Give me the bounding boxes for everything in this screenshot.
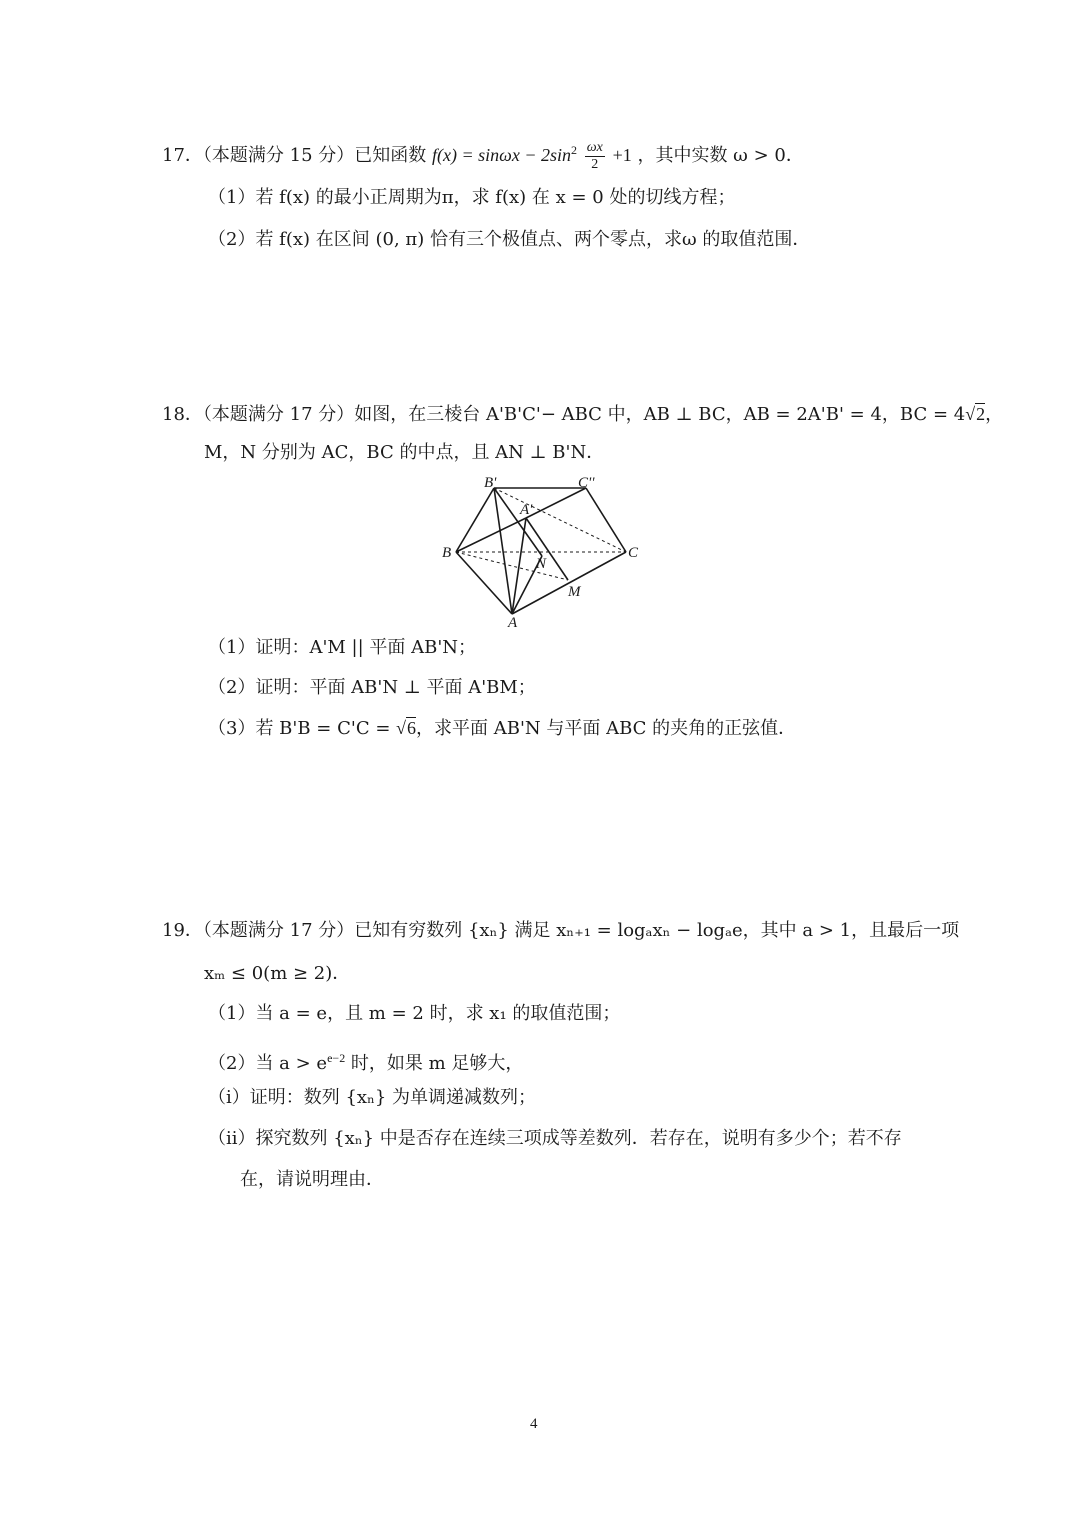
problem-19-line1: 19．（本题满分 17 分）已知有穷数列 {xₙ} 满足 xₙ₊₁ = logₐxₙ − logₐe，其中 a > 1，且最后一项 xyxy=(162,920,960,941)
label-a: A xyxy=(508,615,518,630)
problem-18-q3-part-b: ，求平面 AB'N 与平面 ABC 的夹角的正弦值． xyxy=(416,718,797,739)
problem-17-q2: （2）若 f(x) 在区间 (0, π) 恰有三个极值点、两个零点，求ω 的取值范围． xyxy=(208,229,811,250)
problem-18-sqrt-sign: √ xyxy=(965,404,976,424)
problem-18-q3-sqrt-value: 6 xyxy=(407,718,417,738)
problem-17-fraction xyxy=(585,140,605,173)
label-cprime: C'' xyxy=(578,475,595,491)
frustum-figure xyxy=(430,472,650,630)
problem-19-qii: （ii）探究数列 {xₙ} 中是否存在连续三项成等差数列．若存在，说明有多少个；若不存 xyxy=(208,1128,902,1149)
label-m: M xyxy=(568,584,581,600)
problem-17-sin-power: 2 xyxy=(570,143,577,157)
problem-18-q3-sqrt-sign: √ xyxy=(396,718,407,738)
problem-19-q2-exponent: e−2 xyxy=(327,1051,346,1065)
problem-18-sqrt-value: 2 xyxy=(976,404,986,424)
problem-17-q1: （1）若 f(x) 的最小正周期为π，求 f(x) 在 x = 0 处的切线方程； xyxy=(208,187,736,208)
problem-17-frac-den: 2 xyxy=(591,156,599,172)
problem-19-qi: （i）证明：数列 {xₙ} 为单调递减数列； xyxy=(208,1087,537,1108)
label-b: B xyxy=(442,545,452,561)
problem-17-tail: ，其中实数 ω > 0． xyxy=(637,145,804,166)
problem-17-formula-a: f(x) = sinωx − 2sin xyxy=(432,145,571,165)
problem-19-q2-part-b: 时，如果 m 足够大， xyxy=(345,1053,524,1074)
problem-18-line1a: 18．（本题满分 17 分）如图，在三棱台 A'B'C'− ABC 中，AB ⊥ BC，AB = 2A'B' = 4，BC = 4 xyxy=(162,404,966,425)
problem-19-q2 xyxy=(208,1046,523,1076)
edge-b-a xyxy=(456,552,512,614)
label-bprime: B' xyxy=(484,475,497,491)
edge-a-c xyxy=(512,552,626,614)
edge-cprime-c xyxy=(586,488,626,552)
problem-19-q2-part-a: （2）当 a > e xyxy=(208,1053,328,1074)
problem-17-head: 17．（本题满分 15 分）已知函数 xyxy=(162,145,427,166)
page-number: 4 xyxy=(530,1416,538,1432)
problem-19-q1: （1）当 a = e，且 m = 2 时，求 x₁ 的取值范围； xyxy=(208,1003,621,1024)
problem-17-statement xyxy=(162,138,804,173)
problem-18-q3-part-a: （3）若 B'B = C'C = xyxy=(208,718,397,739)
problem-19-qii-continued: 在，请说明理由． xyxy=(240,1169,384,1190)
edge-bprime-a xyxy=(494,488,512,614)
label-c: C xyxy=(628,545,639,561)
problem-18-q1: （1）证明：A'M || 平面 AB'N； xyxy=(208,637,477,658)
problem-18-statement xyxy=(162,402,1003,427)
problem-19-line2: xₘ ≤ 0(m ≥ 2)． xyxy=(204,963,351,984)
label-n: N xyxy=(536,556,547,572)
problem-18-line1b: ， xyxy=(985,404,1004,425)
label-aprime: A' xyxy=(520,502,533,518)
problem-17-frac-num: ωx xyxy=(586,139,603,155)
problem-18-q3 xyxy=(208,716,796,741)
problem-18-q2: （2）证明：平面 AB'N ⊥ 平面 A'BM； xyxy=(208,677,536,698)
problem-18-line2: M，N 分别为 AC，BC 的中点，且 AN ⊥ B'N． xyxy=(204,442,605,463)
edge-aprime-cprime xyxy=(526,488,586,518)
problem-17-formula-b: +1 xyxy=(612,145,632,165)
